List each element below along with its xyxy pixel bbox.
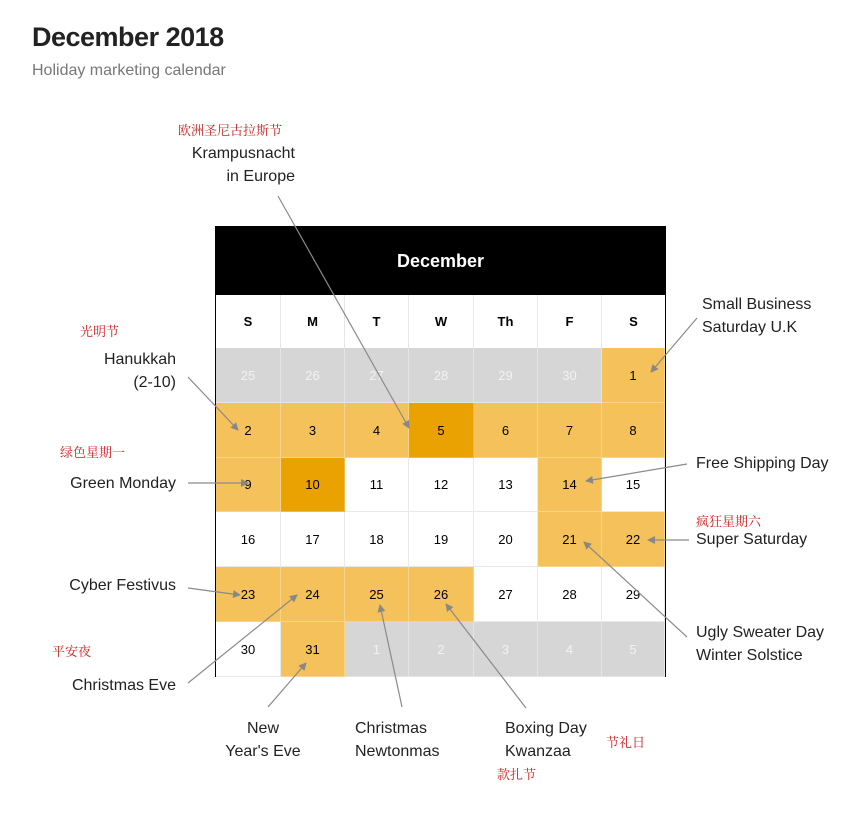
christmas-label <box>355 717 439 763</box>
calendar-day-cell: 15 <box>602 458 665 512</box>
calendar-day-cell: 29 <box>474 348 538 403</box>
kwanzaa-cn-label: 款扎节 <box>497 767 537 782</box>
calendar-day-cell: 30 <box>216 622 281 677</box>
calendar-day-cell: 1 <box>345 622 409 677</box>
christmas-eve-label: Christmas Eve <box>71 677 176 694</box>
free-shipping-label: Free Shipping Day <box>696 455 829 472</box>
green-monday-label: Green Monday <box>70 475 176 492</box>
ugly-sweater-line2: Winter Solstice <box>696 647 803 664</box>
calendar-day-cell: 27 <box>474 567 538 622</box>
new-years-eve-line1: New <box>246 720 279 737</box>
calendar-day-cell: 28 <box>409 348 474 403</box>
calendar-day-cell: 25 <box>216 348 281 403</box>
boxing-day-label <box>505 717 587 763</box>
calendar-day-cell: 17 <box>281 512 345 567</box>
weekday-header: F <box>538 295 602 348</box>
calendar-day-cell: 25 <box>345 567 409 622</box>
green-monday-cn-label: 绿色星期一 <box>60 445 126 460</box>
small-business-label <box>702 293 811 339</box>
page-subtitle: Holiday marketing calendar <box>32 62 226 79</box>
calendar-day-cell: 3 <box>474 622 538 677</box>
calendar-day-cell: 29 <box>602 567 665 622</box>
hanukkah-line2: (2-10) <box>133 374 176 391</box>
krampus-line2: in Europe <box>226 168 295 185</box>
calendar-day-cell: 2 <box>409 622 474 677</box>
hanukkah-cn-label: 光明节 <box>80 324 120 339</box>
krampus-cn-label: 欧洲圣尼古拉斯节 <box>178 123 283 138</box>
calendar-day-cell: 6 <box>474 403 538 458</box>
krampus-line1: Krampusnacht <box>191 145 295 162</box>
calendar-day-cell: 26 <box>409 567 474 622</box>
new-years-eve-line2: Year's Eve <box>225 743 301 760</box>
krampus-label <box>192 142 295 188</box>
calendar-day-cell: 24 <box>281 567 345 622</box>
calendar-day-cell: 19 <box>409 512 474 567</box>
calendar-day-cell: 1 <box>602 348 665 403</box>
weekday-header: S <box>629 314 638 329</box>
cyber-festivus-label: Cyber Festivus <box>69 577 176 594</box>
calendar-day-cell: 28 <box>538 567 602 622</box>
calendar-day-cell: 14 <box>538 458 602 512</box>
calendar-day-cell: 20 <box>474 512 538 567</box>
ugly-sweater-line1: Ugly Sweater Day <box>696 624 825 641</box>
calendar-day-cell: 4 <box>538 622 602 677</box>
calendar-day-cell: 5 <box>602 622 665 677</box>
calendar-day-cell: 27 <box>345 348 409 403</box>
calendar-day-cell: 26 <box>281 348 345 403</box>
super-saturday-cn-label: 疯狂星期六 <box>696 514 762 529</box>
calendar-month-header: December <box>216 227 665 295</box>
calendar-day-cell: 11 <box>345 458 409 512</box>
hanukkah-line1: Hanukkah <box>103 351 176 368</box>
ugly-sweater-label <box>696 621 824 667</box>
calendar-day-cell: 5 <box>409 403 474 458</box>
calendar-day-cell: 4 <box>345 403 409 458</box>
calendar-day-cell: 3 <box>281 403 345 458</box>
calendar-day-cell: 13 <box>474 458 538 512</box>
weekday-header: W <box>409 295 474 348</box>
super-saturday-label: Super Saturday <box>696 531 808 548</box>
month-calendar <box>215 226 666 677</box>
christmas-eve-cn-label: 平安夜 <box>52 644 92 659</box>
calendar-day-cell: 16 <box>216 512 281 567</box>
hanukkah-label <box>104 348 176 394</box>
calendar-day-cell: 23 <box>216 567 281 622</box>
weekday-header: T <box>345 295 409 348</box>
calendar-day-cell: 9 <box>216 458 281 512</box>
calendar-day-cell: 21 <box>538 512 602 567</box>
page-title: December 2018 <box>32 22 224 52</box>
calendar-day-cell: 10 <box>281 458 345 512</box>
calendar-day-cell: 30 <box>538 348 602 403</box>
calendar-day-cell: 18 <box>345 512 409 567</box>
small-business-line1: Small Business <box>702 296 812 313</box>
calendar-day-cell: 31 <box>281 622 345 677</box>
boxing-day-line1: Boxing Day <box>505 720 587 737</box>
boxing-day-line2: Kwanzaa <box>505 743 571 760</box>
calendar-day-cell: 12 <box>409 458 474 512</box>
weekday-header: Th <box>474 295 538 348</box>
weekday-header: M <box>281 295 345 348</box>
calendar-day-cell: 22 <box>602 512 665 567</box>
calendar-day-cell: 8 <box>602 403 665 458</box>
calendar-day-cell: 7 <box>538 403 602 458</box>
calendar-day-cell: 2 <box>216 403 281 458</box>
boxing-day-cn-label: 节礼日 <box>606 735 646 750</box>
weekday-header: S <box>216 295 281 348</box>
christmas-line1: Christmas <box>355 720 428 737</box>
new-years-eve-label <box>216 717 310 763</box>
christmas-line2: Newtonmas <box>355 743 440 760</box>
small-business-line2: Saturday U.K <box>702 319 798 336</box>
